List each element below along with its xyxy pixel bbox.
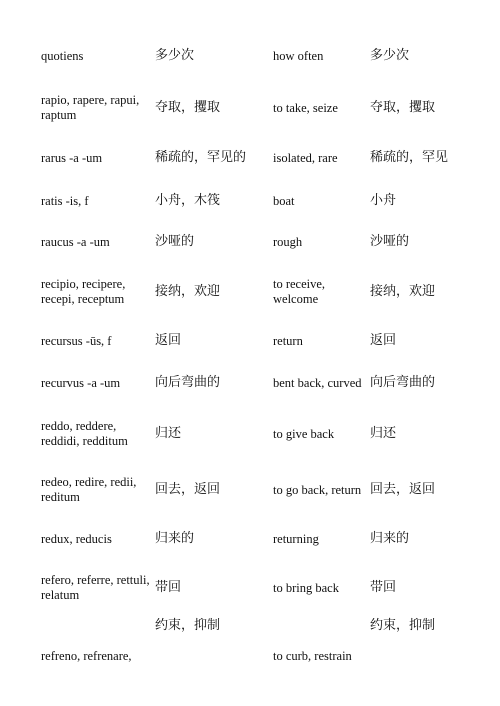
- chinese-gloss: 多少次: [155, 48, 195, 63]
- chinese-gloss: 带回: [155, 580, 182, 595]
- english-gloss: how often: [273, 48, 324, 63]
- chinese-gloss-secondary: 返回: [370, 333, 397, 348]
- chinese-gloss: 归还: [155, 426, 182, 441]
- english-gloss: bent back, curved: [273, 375, 362, 390]
- latin-term: rarus -a -um: [41, 150, 103, 165]
- chinese-gloss-secondary: 带回: [370, 580, 397, 595]
- english-gloss: to go back, return: [273, 482, 362, 497]
- vocab-row-ratis: [0, 190, 500, 212]
- chinese-gloss-secondary: 夺取，攫取: [370, 100, 436, 115]
- english-gloss: return: [273, 333, 303, 348]
- chinese-gloss: 小舟，木筏: [155, 193, 221, 208]
- english-gloss: to bring back: [273, 580, 339, 595]
- latin-term: recursus -ūs, f: [41, 333, 112, 348]
- vocab-row-reddo: [0, 418, 500, 450]
- chinese-gloss-secondary: 归来的: [370, 531, 410, 546]
- chinese-gloss-secondary: 沙哑的: [370, 234, 410, 249]
- vocab-row-recursus: [0, 330, 500, 352]
- chinese-gloss-secondary: 回去，返回: [370, 482, 436, 497]
- english-gloss: isolated, rare: [273, 150, 338, 165]
- english-gloss: boat: [273, 193, 295, 208]
- latin-term: redux, reducis: [41, 531, 112, 546]
- english-gloss: to curb, restrain: [273, 649, 352, 663]
- vocab-row-recipio: [0, 276, 500, 308]
- latin-term: ratis -is, f: [41, 193, 89, 208]
- vocab-row-refreno: [0, 618, 500, 664]
- chinese-gloss: 接纳，欢迎: [155, 284, 221, 299]
- vocab-row-raucus: [0, 231, 500, 253]
- chinese-gloss-secondary: 多少次: [370, 48, 410, 63]
- latin-term: rapio, rapere, rapui, raptum: [41, 93, 140, 122]
- chinese-gloss: 回去，返回: [155, 482, 221, 497]
- chinese-gloss: 约束，抑制: [155, 618, 221, 633]
- latin-term: quotiens: [41, 48, 84, 63]
- chinese-gloss-secondary: 稀疏的，罕见: [370, 150, 449, 165]
- chinese-gloss: 稀疏的，罕见的: [155, 150, 247, 165]
- chinese-gloss-secondary: 约束，抑制: [370, 618, 436, 633]
- chinese-gloss: 沙哑的: [155, 234, 195, 249]
- chinese-gloss-secondary: 向后弯曲的: [370, 375, 436, 390]
- latin-term: redeo, redire, redii, reditum: [41, 475, 137, 504]
- english-gloss: to give back: [273, 426, 335, 441]
- english-gloss: returning: [273, 531, 319, 546]
- vocab-row-refero: [0, 572, 500, 604]
- chinese-gloss-secondary: 接纳，欢迎: [370, 284, 436, 299]
- vocab-row-recurvus: [0, 372, 500, 394]
- vocab-row-rarus: [0, 147, 500, 169]
- english-gloss: rough: [273, 234, 303, 249]
- latin-term: recipio, recipere, recepi, receptum: [41, 277, 126, 306]
- latin-term: recurvus -a -um: [41, 375, 121, 390]
- chinese-gloss-secondary: 归还: [370, 426, 397, 441]
- latin-term: refero, referre, rettuli, relatum: [41, 573, 150, 602]
- chinese-gloss-secondary: 小舟: [370, 193, 397, 208]
- vocab-row-redeo: [0, 474, 500, 506]
- chinese-gloss: 夺取，攫取: [155, 100, 221, 115]
- english-gloss: to receive, welcome: [273, 277, 326, 306]
- english-gloss: to take, seize: [273, 100, 338, 115]
- vocab-row-rapio: [0, 92, 500, 124]
- vocab-row-redux: [0, 528, 500, 550]
- chinese-gloss: 归来的: [155, 531, 195, 546]
- vocab-row-quotiens: [0, 40, 500, 72]
- latin-term: refreno, refrenare,: [41, 649, 132, 663]
- chinese-gloss: 返回: [155, 333, 182, 348]
- latin-term: raucus -a -um: [41, 234, 110, 249]
- latin-term: reddo, reddere, reddidi, redditum: [41, 419, 128, 448]
- chinese-gloss: 向后弯曲的: [155, 375, 221, 390]
